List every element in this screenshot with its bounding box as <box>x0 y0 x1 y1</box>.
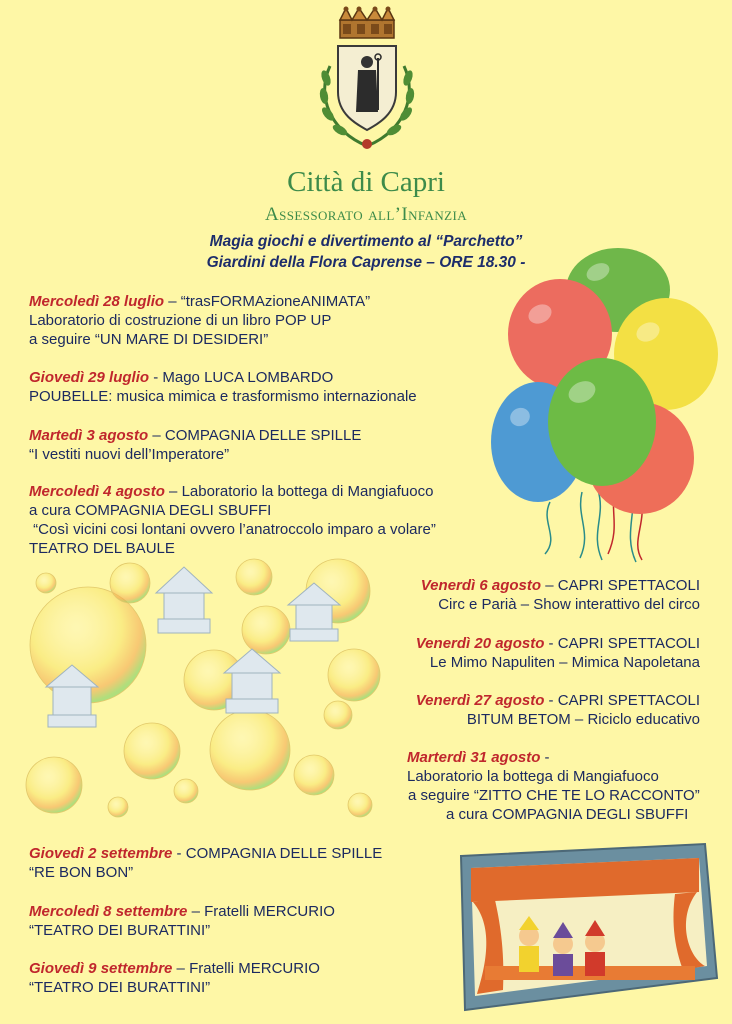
event-3 <box>29 482 436 558</box>
event-line: Laboratorio di costruzione di un libro POP UP <box>29 312 332 329</box>
event-separator: – <box>187 903 205 920</box>
event-5 <box>416 634 700 672</box>
event-separator: - <box>544 635 558 652</box>
event-separator: – <box>148 427 165 444</box>
event-line: a cura COMPAGNIA DEGLI SBUFFI <box>446 806 689 823</box>
event-line: Laboratorio la bottega di Mangiafuoco <box>407 768 659 785</box>
event-7 <box>407 748 700 824</box>
event-date: Giovedì 29 luglio <box>29 369 150 386</box>
event-separator: - <box>540 749 550 766</box>
event-date: Mercoledì 8 settembre <box>29 903 188 920</box>
event-separator: - <box>544 692 558 709</box>
event-line: a seguire “ZITTO CHE TE LO RACCONTO” <box>408 787 700 804</box>
event-date: Mercoledì 28 luglio <box>29 293 165 310</box>
event-line: Le Mimo Napuliten – Mimica Napoletana <box>429 654 700 671</box>
event-separator: – <box>164 483 182 500</box>
event-date: Marterdì 31 agosto <box>407 749 541 766</box>
coat-of-arms-icon <box>312 6 422 156</box>
subtitle-line-2: Giardini della Flora Caprense – ORE 18.30 - <box>206 254 526 271</box>
event-date: Martedì 3 agosto <box>29 427 149 444</box>
event-0 <box>29 292 370 349</box>
event-line: “TEATRO DEI BURATTINI” <box>29 979 211 996</box>
event-title: “trasFORMAzioneANIMATA” <box>180 293 371 310</box>
event-date: Giovedì 2 settembre <box>29 845 173 862</box>
event-title: Fratelli MERCURIO <box>189 960 320 977</box>
bubbles-carousels-icon <box>18 555 388 830</box>
event-line: a seguire “UN MARE DI DESIDERI” <box>29 331 269 348</box>
event-line: “I vestiti nuovi dell’Imperatore” <box>29 446 230 463</box>
event-title: Mago LUCA LOMBARDO <box>162 369 334 386</box>
event-title: COMPAGNIA DELLE SPILLE <box>185 845 383 862</box>
event-title: COMPAGNIA DELLE SPILLE <box>164 427 362 444</box>
event-date: Venerdì 6 agosto <box>420 577 542 594</box>
balloons-icon <box>490 242 730 572</box>
event-title: Laboratorio la bottega di Mangiafuoco <box>181 483 434 500</box>
event-9 <box>29 902 335 940</box>
puppet-theatre-icon <box>455 838 720 1013</box>
event-line: Circ e Parià – Show interattivo del circo <box>438 596 700 613</box>
event-line: a cura COMPAGNIA DEGLI SBUFFI <box>29 502 272 519</box>
event-separator: - <box>149 369 163 386</box>
event-2 <box>29 426 361 464</box>
event-4 <box>421 576 700 614</box>
event-date: Giovedì 9 settembre <box>29 960 173 977</box>
event-separator: - <box>172 845 186 862</box>
event-line: “TEATRO DEI BURATTINI” <box>29 922 211 939</box>
event-separator: – <box>541 577 558 594</box>
event-10 <box>29 959 320 997</box>
event-separator: – <box>164 293 181 310</box>
event-line: “Così vicini cosi lontani ovvero l’anatroccolo imparo a volare” <box>29 521 436 538</box>
event-line: BITUM BETOM – Riciclo educativo <box>466 711 700 728</box>
event-title: CAPRI SPETTACOLI <box>557 635 700 652</box>
event-title: CAPRI SPETTACOLI <box>557 692 700 709</box>
event-title: Fratelli MERCURIO <box>204 903 335 920</box>
event-date: Venerdì 27 agosto <box>415 692 545 709</box>
event-1 <box>29 368 417 406</box>
event-line: TEATRO DEL BAULE <box>29 540 175 557</box>
city-title: Città di Capri <box>287 166 445 198</box>
event-separator: – <box>172 960 190 977</box>
event-line: “RE BON BON” <box>29 864 134 881</box>
event-date: Venerdì 20 agosto <box>415 635 545 652</box>
event-title: CAPRI SPETTACOLI <box>557 577 700 594</box>
event-8 <box>29 844 382 882</box>
event-date: Mercoledì 4 agosto <box>29 483 165 500</box>
event-6 <box>416 691 700 729</box>
event-line: POUBELLE: musica mimica e trasformismo internazionale <box>29 388 417 405</box>
department-title: Assessorato all’Infanzia <box>264 204 468 225</box>
subtitle-line-1: Magia giochi e divertimento al “Parchetto” <box>209 233 523 250</box>
